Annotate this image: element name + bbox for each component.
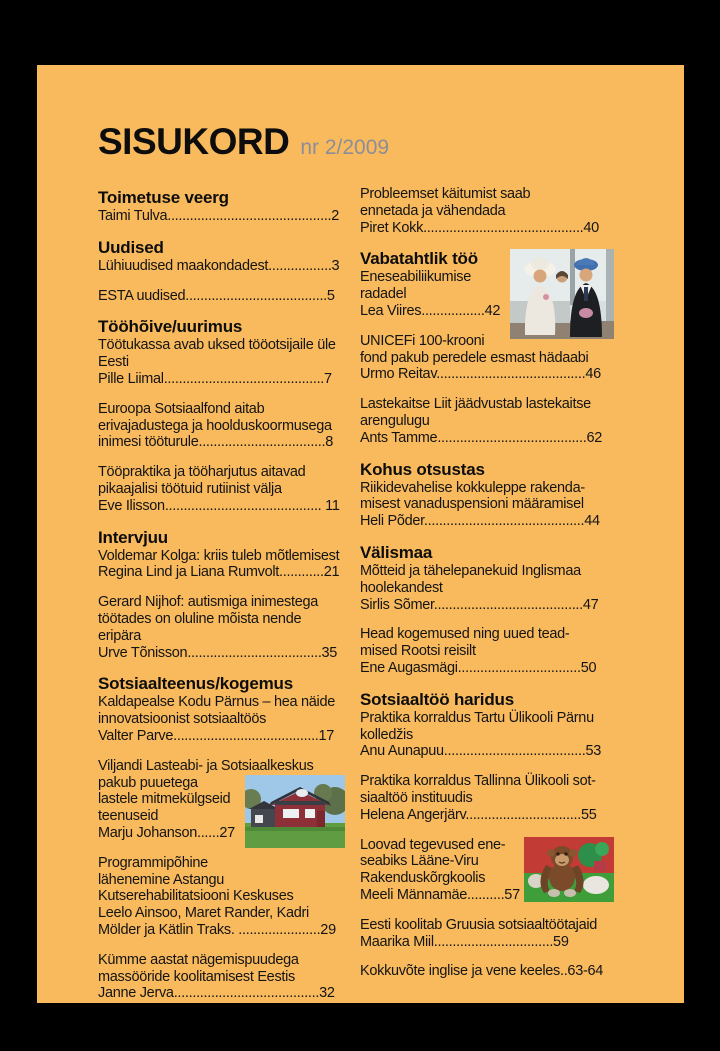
toc-line: Helena Angerjärv...............................55: [360, 806, 597, 823]
toc-line: pakub puuetega: [98, 774, 198, 791]
toc-line: Taimi Tulva............................................2: [98, 208, 340, 224]
toc-line: Sirlis Sõmer........................................47: [360, 596, 599, 613]
toc-line: Urmo Reitav........................................46: [360, 366, 601, 383]
toc-line: Kokkuvõte inglise ja vene keeles..63-64: [360, 963, 604, 980]
toc-section: [98, 238, 348, 305]
toc-line: Anu Aunapuu......................................53: [360, 743, 601, 760]
toc-entry: [360, 917, 614, 951]
toc-entry: [360, 333, 614, 383]
toc-line: Valter Parve.......................................17: [98, 727, 335, 744]
toc-entry: [360, 186, 614, 236]
toc-line: lähenemine Astangu: [98, 871, 225, 888]
toc-line: innovatsioonist sotsiaaltöös: [98, 711, 267, 728]
toc-line: radadel: [360, 286, 407, 303]
toc-entry: [360, 396, 614, 446]
section-heading: Sotsiaaltöö haridus: [360, 689, 514, 709]
toc-line: Praktika korraldus Tallinna Ülikooli sot-: [360, 773, 596, 790]
toc-entry: [98, 258, 348, 275]
section-heading: Sotsiaalteenus/kogemus: [98, 674, 293, 694]
toc-line: Regina Lind ja Liana Rumvolt............21: [98, 564, 340, 581]
toc-section: [360, 249, 614, 446]
toc-line: Head kogemused ning uued tead-: [360, 626, 570, 643]
toc-line: Ants Tamme........................................62: [360, 429, 602, 446]
toc-section: [360, 460, 614, 530]
knitted-toys-photo: [524, 837, 614, 902]
toc-line: Eve Ilisson.......................................... 11: [98, 497, 340, 514]
toc-line: Pille Liimal...........................................7: [98, 370, 332, 387]
toc-line: Maarika Miil................................59: [360, 933, 569, 950]
toc-line: Gerard Nijhof: autismiga inimestega: [98, 594, 318, 611]
toc-column-left: [98, 186, 348, 1015]
toc-line: Heli Põder...........................................44: [360, 513, 600, 530]
toc-line: teenuseid: [98, 808, 159, 825]
toc-section: [360, 690, 614, 980]
toc-section: [98, 528, 348, 662]
toc-line: massööride koolitamisest Eestis: [98, 968, 295, 985]
toc-entry: [360, 710, 614, 760]
toc-entry: [98, 855, 348, 939]
page-content: [37, 65, 684, 1015]
toc-entry: [98, 401, 348, 451]
red-house-photo: [245, 775, 345, 848]
toc-line: fond pakub peredele esmast hädaabi: [360, 349, 589, 366]
toc-entry: [360, 963, 614, 980]
section-heading: Välismaa: [360, 542, 433, 562]
toc-line: inimesi tööturule..................................8: [98, 434, 334, 451]
toc-line: Meeli Männamäe..........57: [360, 886, 520, 903]
toc-entry: [98, 464, 348, 514]
toc-line: erivajadustega ja hoolduskoormusega: [98, 417, 332, 434]
section-heading: Tööhõive/uurimus: [98, 317, 243, 337]
toc-line: pikaajalisi töötuid rutiinist välja: [98, 480, 282, 497]
title-bar: [98, 121, 684, 163]
page-title: SISUKORD: [98, 121, 290, 162]
toc-line: Kaldapealse Kodu Pärnus – hea näide: [98, 694, 335, 711]
toc-line: Viljandi Lasteabi- ja Sotsiaalkeskus: [98, 757, 314, 774]
toc-line: Janne Jerva.......................................32: [98, 985, 335, 1002]
toc-section: [98, 188, 348, 225]
toc-column-right: [360, 186, 614, 1015]
toc-line: UNICEFi 100-krooni: [360, 332, 485, 349]
toc-line: Ene Augasmägi.................................50: [360, 659, 597, 676]
toc-line: Lastekaitse Liit jäädvustab lastekaitse: [360, 396, 591, 413]
toc-entry: [360, 563, 614, 613]
toc-entry: [98, 288, 348, 305]
section-heading: Toimetuse veerg: [98, 188, 229, 207]
section-heading: Kohus otsustas: [360, 459, 485, 479]
toc-line: arengulugu: [360, 412, 430, 429]
toc-line: Euroopa Sotsiaalfond aitab: [98, 400, 265, 417]
toc-entry: [98, 694, 348, 744]
toc-line: Kümme aastat nägemispuudega: [98, 951, 299, 968]
issue-number: nr 2/2009: [300, 136, 390, 159]
section-heading: Intervjuu: [98, 527, 168, 547]
toc-line: Marju Johanson......27: [98, 824, 235, 841]
toc-line: Rakenduskõrgkoolis: [360, 870, 486, 887]
toc-entry: [98, 208, 348, 225]
toc-line: Kutserehabilitatsiooni Keskuses: [98, 888, 294, 905]
toc-entry: [98, 548, 348, 582]
toc-section: [98, 674, 348, 1002]
toc-line: Eesti: [98, 354, 129, 371]
toc-entry: [360, 773, 614, 823]
toc-entry: [98, 758, 348, 842]
toc-line: töötades on oluline mõista nende: [98, 610, 302, 627]
toc-section: [98, 317, 348, 514]
magazine-contents-page: [37, 65, 684, 1003]
toc-line: Riikidevahelise kokkuleppe rakenda-: [360, 479, 585, 496]
toc-line: kolledžis: [360, 726, 413, 743]
toc-line: ennetada ja vähendada: [360, 202, 506, 219]
toc-line: lastele mitmekülgseid: [98, 791, 231, 808]
toc-line: ESTA uudised......................................5: [98, 287, 335, 304]
toc-line: siaaltöö instituudis: [360, 789, 473, 806]
toc-columns: [98, 186, 684, 1015]
toc-entry: [98, 594, 348, 661]
toc-line: Eneseabiliikumise: [360, 269, 471, 286]
toc-entry: [360, 837, 614, 904]
toc-line: Probleemset käitumist saab: [360, 186, 531, 202]
toc-line: Tööpraktika ja tööharjutus aitavad: [98, 464, 306, 481]
toc-entry: [360, 269, 614, 319]
toc-line: misest vanaduspensioni määramisel: [360, 496, 584, 513]
toc-line: Praktika korraldus Tartu Ülikooli Pärnu: [360, 709, 594, 726]
toc-entry: [360, 480, 614, 530]
toc-line: mised Rootsi reisilt: [360, 643, 476, 660]
toc-line: hoolekandest: [360, 579, 443, 596]
toc-line: Urve Tõnisson....................................35: [98, 644, 338, 661]
toc-line: Loovad tegevused ene-: [360, 836, 506, 853]
toc-line: Programmipõhine: [98, 854, 208, 871]
toc-line: Töötukassa avab uksed tööotsijaile üle: [98, 337, 336, 354]
toc-line: Lühiuudised maakondadest.................3: [98, 257, 340, 274]
toc-entry: [360, 626, 614, 676]
toc-line: Mölder ja Kätlin Traks. ......................29: [98, 921, 336, 938]
toc-line: Leelo Ainsoo, Maret Rander, Kadri: [98, 905, 309, 922]
toc-line: Lea Viires.................42: [360, 302, 501, 319]
toc-section: [360, 543, 614, 677]
toc-line: seabiks Lääne-Viru: [360, 853, 479, 870]
toc-line: Mõtteid ja tähelepanekuid Inglismaa: [360, 562, 581, 579]
toc-entry: [98, 337, 348, 387]
section-heading: Vabatahtlik töö: [360, 249, 478, 269]
toc-entry: [98, 952, 348, 1002]
toc-line: Voldemar Kolga: kriis tuleb mõtlemisest: [98, 547, 340, 564]
toc-line: Eesti koolitab Gruusia sotsiaaltöötajaid: [360, 916, 598, 933]
toc-section: [360, 186, 614, 236]
toc-line: Piret Kokk...........................................40: [360, 219, 599, 236]
toc-line: eripära: [98, 627, 142, 644]
section-heading: Uudised: [98, 237, 164, 257]
